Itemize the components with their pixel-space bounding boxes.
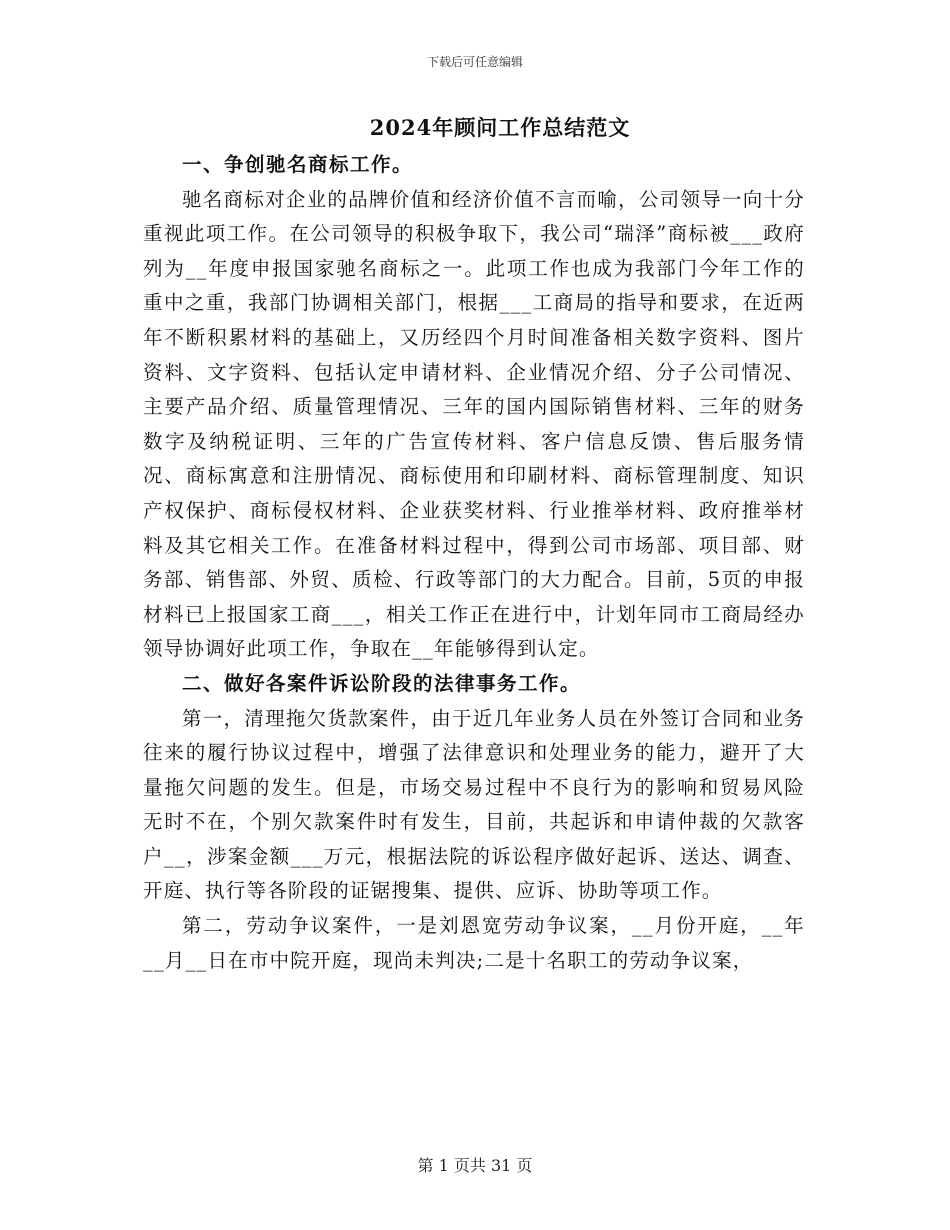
document-title: 2024年顾问工作总结范文 [369, 115, 631, 140]
page-footer-page-number: 第 1 页共 31 页 [417, 1156, 533, 1175]
paragraph-2: 第一，清理拖欠货款案件，由于近几年业务人员在外签订合同和业务往来的履行协议过程中，增强了法律意识和处理业务的能力，避开了大量拖欠问题的发生。但是，市场交易过程中不良行为的影响和贸易风险无时不在，个别欠款案件时有发生，目前，共起诉和申请仲裁的欠款客户__，涉案金额___万元，根据法院的诉讼程序做好起诉、送达、调查、开庭、执行等各阶段的证锯搜集、提供、应诉、协助等项工作。 [143, 706, 805, 903]
section-heading-2: 二、做好各案件诉讼阶段的法律事务工作。 [182, 671, 582, 695]
paragraph-3: 第二，劳动争议案件，一是刘恩宽劳动争议案，__月份开庭，__年__月__日在市中院开庭，现尚未判决;二是十名职工的劳动争议案， [143, 914, 805, 972]
section-heading-1: 一、争创驰名商标工作。 [182, 153, 414, 176]
document-body [143, 148, 805, 978]
paragraph-1: 驰名商标对企业的品牌价值和经济价值不言而喻，公司领导一向十分重视此项工作。在公司领导的积极争取下，我公司“瑞泽”商标被___政府列为__年度申报国家驰名商标之一。此项工作也成为我部门今年工作的重中之重，我部门协调相关部门，根据___工商局的指导和要求，在近两年不断积累材料的基础上，又历经四个月时间准备相关数字资料、图片资料、文字资料、包括认定申请材料、企业情况介绍、分子公司情况、主要产品介绍、质量管理情况、三年的国内国际销售材料、三年的财务数字及纳税证明、三年的广告宣传材料、客户信息反馈、售后服务情况、商标寓意和注册情况、商标使用和印刷材料、商标管理制度、知识产权保护、商标侵权材料、企业获奖材料、行业推举材料、政府推举材料及其它相关工作。在准备材料过程中，得到公司市场部、项目部、财务部、销售部、外贸、质检、行政等部门的大力配合。目前，5页的申报材料已上报国家工商___，相关工作正在进行中，计划年同市工商局经办领导协调好此项工作，争取在__年能够得到认定。 [143, 187, 805, 661]
page-header-note: 下载后可任意编辑 [426, 55, 523, 69]
